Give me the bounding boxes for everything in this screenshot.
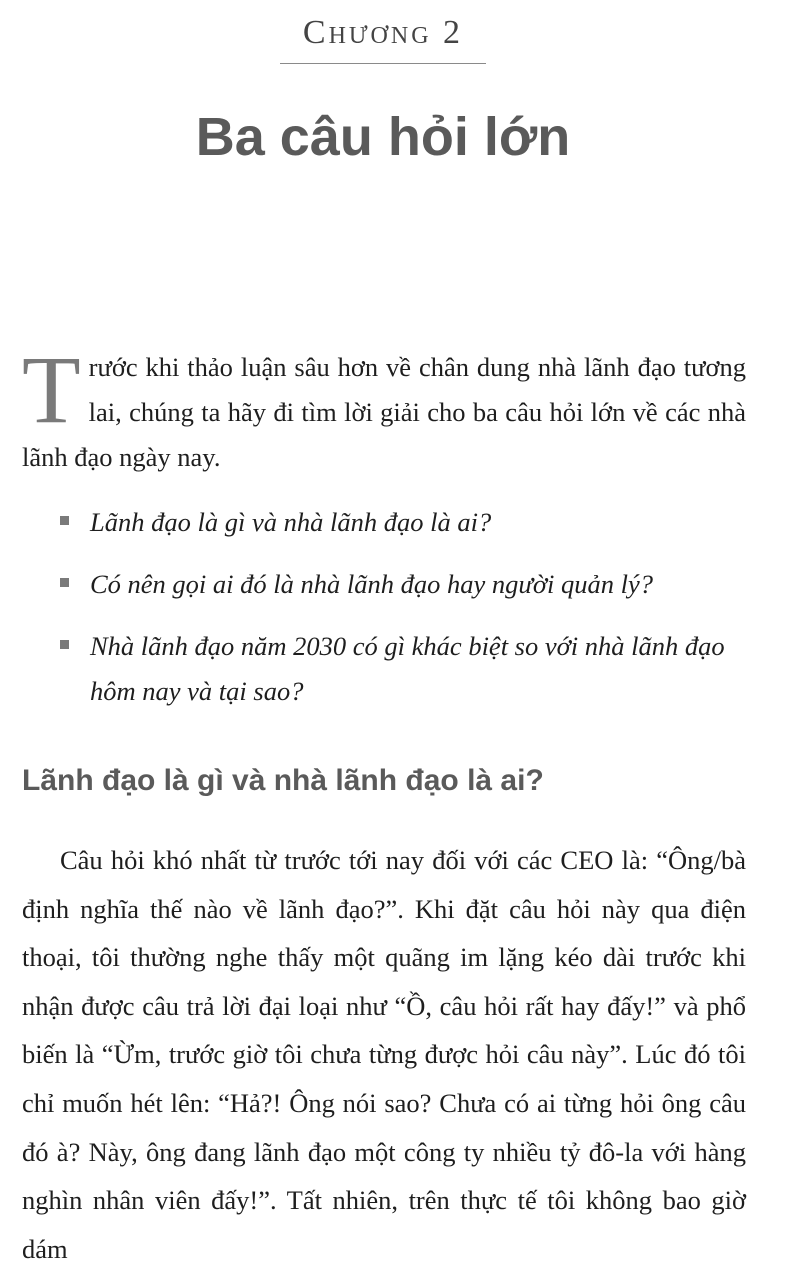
chapter-label: Chương 2 bbox=[302, 14, 464, 51]
question-text: Nhà lãnh đạo năm 2030 có gì khác biệt so với nhà lãnh đạo hôm nay và tại sao? bbox=[90, 631, 725, 706]
square-bullet-icon bbox=[60, 578, 69, 587]
question-list bbox=[60, 500, 750, 731]
question-text: Lãnh đạo là gì và nhà lãnh đạo là ai? bbox=[90, 507, 492, 537]
square-bullet-icon bbox=[60, 516, 69, 525]
intro-text: rước khi thảo luận sâu hơn về chân dung nhà lãnh đạo tương lai, chúng ta hãy đi tìm lời giải cho ba câu hỏi lớn về các nhà lãnh đạo ngày nay. bbox=[22, 352, 746, 472]
square-bullet-icon bbox=[60, 640, 69, 649]
list-item bbox=[60, 500, 750, 545]
chapter-divider bbox=[280, 63, 486, 64]
list-item bbox=[60, 624, 750, 714]
body-paragraph: Câu hỏi khó nhất từ trước tới nay đối với các CEO là: “Ông/bà định nghĩa thế nào về lãnh đạo?”. Khi đặt câu hỏi này qua điện thoại, tôi thường nghe thấy một quãng im lặng kéo dài trước khi nhận được câu trả lời đại loại như “Ồ, câu hỏi rất hay đấy!” và phổ biến là “Ừm, trước giờ tôi chưa từng được hỏi câu này”. Lúc đó tôi chỉ muốn hét lên: “Hả?! Ông nói sao? Chưa có ai từng hỏi ông câu đó à? Này, ông đang lãnh đạo một công ty nhiều tỷ đô-la với hàng nghìn nhân viên đấy!”. Tất nhiên, trên thực tế tôi không bao giờ dám bbox=[22, 845, 746, 1264]
list-item bbox=[60, 562, 750, 607]
question-text: Có nên gọi ai đó là nhà lãnh đạo hay người quản lý? bbox=[90, 569, 653, 599]
intro-paragraph bbox=[22, 336, 746, 480]
drop-cap: T bbox=[22, 336, 81, 443]
section-heading: Lãnh đạo là gì và nhà lãnh đạo là ai? bbox=[22, 764, 544, 797]
chapter-title: Ba câu hỏi lớn bbox=[195, 107, 571, 167]
